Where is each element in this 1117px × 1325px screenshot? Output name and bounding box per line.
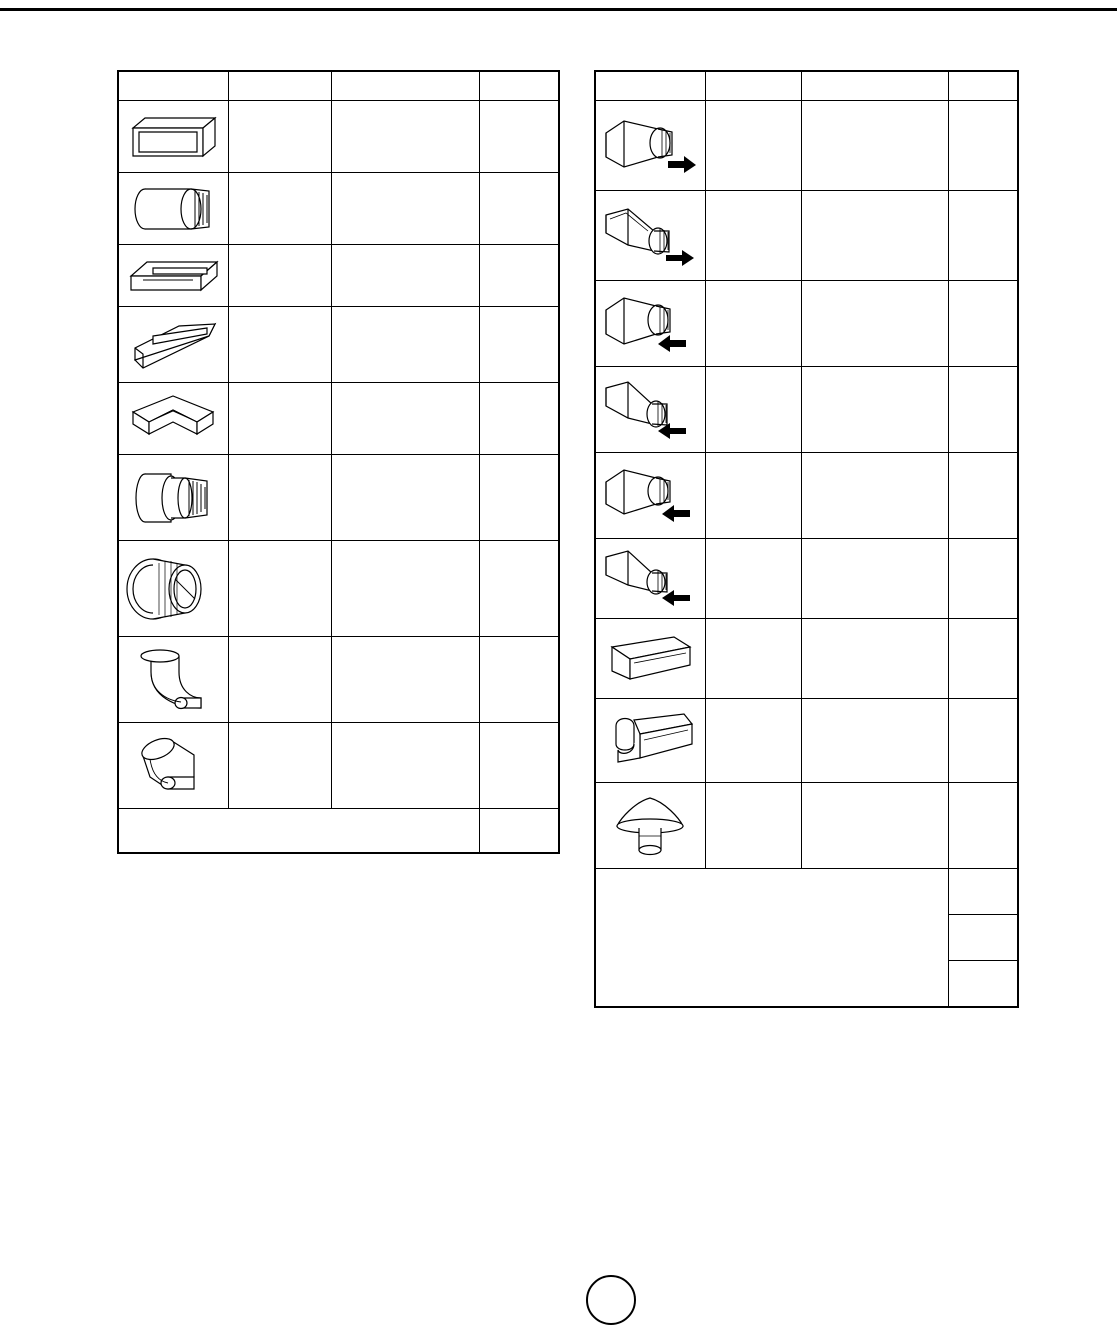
table-row [118,101,559,173]
row-cell-qty [948,191,1018,281]
rect-to-round-transition-left-arrow-icon [595,281,705,367]
footer-cell-wide [595,869,948,1007]
table-row [595,783,1018,869]
table-row [595,101,1018,191]
table-row [595,367,1018,453]
table-header-row [595,71,1018,101]
table-row [118,383,559,455]
row-cell-desc [331,307,479,383]
footer-cell-qty [479,809,559,853]
table-row [595,539,1018,619]
row-cell-qty [948,619,1018,699]
table-row [595,191,1018,281]
row-cell-part [228,637,331,723]
table-row [118,173,559,245]
round-damper-collar-icon [118,541,228,637]
rect-to-round-offset-transition-left-arrow-2-icon [595,539,705,619]
header-cell-3 [331,71,479,101]
header-cell-3 [801,71,948,101]
table-row [595,281,1018,367]
row-cell-part [705,783,801,869]
table-row [118,541,559,637]
row-cell-desc [801,191,948,281]
round-elbow-90-icon [118,637,228,723]
table-row [595,699,1018,783]
row-cell-part [228,541,331,637]
row-cell-qty [479,383,559,455]
rectangular-elbow-flat-90-icon [118,383,228,455]
footer-cell-wide [118,809,479,853]
table-header-row [118,71,559,101]
roof-cap-icon [595,783,705,869]
row-cell-qty [948,699,1018,783]
rectangular-duct-low-profile-icon [118,245,228,307]
wall-cap-hooded-icon [595,699,705,783]
header-cell-4 [948,71,1018,101]
row-cell-part [705,699,801,783]
row-cell-desc [331,173,479,245]
table-footer-row [118,809,559,853]
row-cell-qty [479,245,559,307]
row-cell-part [705,191,801,281]
table-row [118,455,559,541]
row-cell-qty [479,723,559,809]
rectangular-elbow-45-icon [118,307,228,383]
row-cell-part [705,539,801,619]
table-row [595,619,1018,699]
row-cell-desc [801,699,948,783]
footer-cell-qty-3 [948,961,1018,1007]
header-cell-4 [479,71,559,101]
right-parts-table [594,70,1019,1008]
row-cell-desc [331,723,479,809]
row-cell-desc [801,367,948,453]
row-cell-part [705,619,801,699]
page-top-rule [0,8,1117,11]
row-cell-qty [948,367,1018,453]
row-cell-qty [479,637,559,723]
round-elbow-45-icon [118,723,228,809]
row-cell-desc [331,541,479,637]
row-cell-qty [948,281,1018,367]
page-number-badge [586,1275,636,1325]
footer-cell-qty-2 [948,915,1018,961]
left-parts-table [117,70,560,854]
row-cell-desc [331,383,479,455]
table-row [118,307,559,383]
row-cell-part [705,281,801,367]
row-cell-qty [948,101,1018,191]
wall-cap-rectangular-icon [595,619,705,699]
footer-cell-qty-1 [948,869,1018,915]
table-row [118,723,559,809]
row-cell-qty [948,539,1018,619]
row-cell-desc [331,637,479,723]
header-cell-2 [228,71,331,101]
table-row [595,453,1018,539]
row-cell-desc [331,455,479,541]
row-cell-part [228,723,331,809]
row-cell-desc [801,783,948,869]
row-cell-part [228,307,331,383]
row-cell-qty [479,455,559,541]
row-cell-qty [948,453,1018,539]
row-cell-qty [479,307,559,383]
row-cell-desc [801,453,948,539]
round-to-rect-transition-collar-icon [118,173,228,245]
row-cell-qty [479,101,559,173]
row-cell-qty [479,173,559,245]
row-cell-part [228,455,331,541]
row-cell-desc [331,245,479,307]
header-cell-figure [118,71,228,101]
row-cell-part [228,383,331,455]
rect-to-round-transition-left-arrow-2-icon [595,453,705,539]
row-cell-part [705,453,801,539]
header-cell-2 [705,71,801,101]
row-cell-qty [479,541,559,637]
round-collar-adapter-icon [118,455,228,541]
rect-to-round-offset-transition-right-arrow-icon [595,191,705,281]
row-cell-part [228,173,331,245]
row-cell-desc [801,101,948,191]
table-row [118,245,559,307]
row-cell-desc [801,539,948,619]
table-row [118,637,559,723]
row-cell-desc [801,281,948,367]
row-cell-part [705,367,801,453]
row-cell-part [228,245,331,307]
row-cell-desc [801,619,948,699]
table-footer-row [595,869,1018,915]
header-cell-figure [595,71,705,101]
rect-to-round-transition-right-arrow-icon [595,101,705,191]
rect-to-round-offset-transition-left-arrow-icon [595,367,705,453]
rectangular-duct-straight-icon [118,101,228,173]
row-cell-part [228,101,331,173]
row-cell-desc [331,101,479,173]
row-cell-qty [948,783,1018,869]
row-cell-part [705,101,801,191]
